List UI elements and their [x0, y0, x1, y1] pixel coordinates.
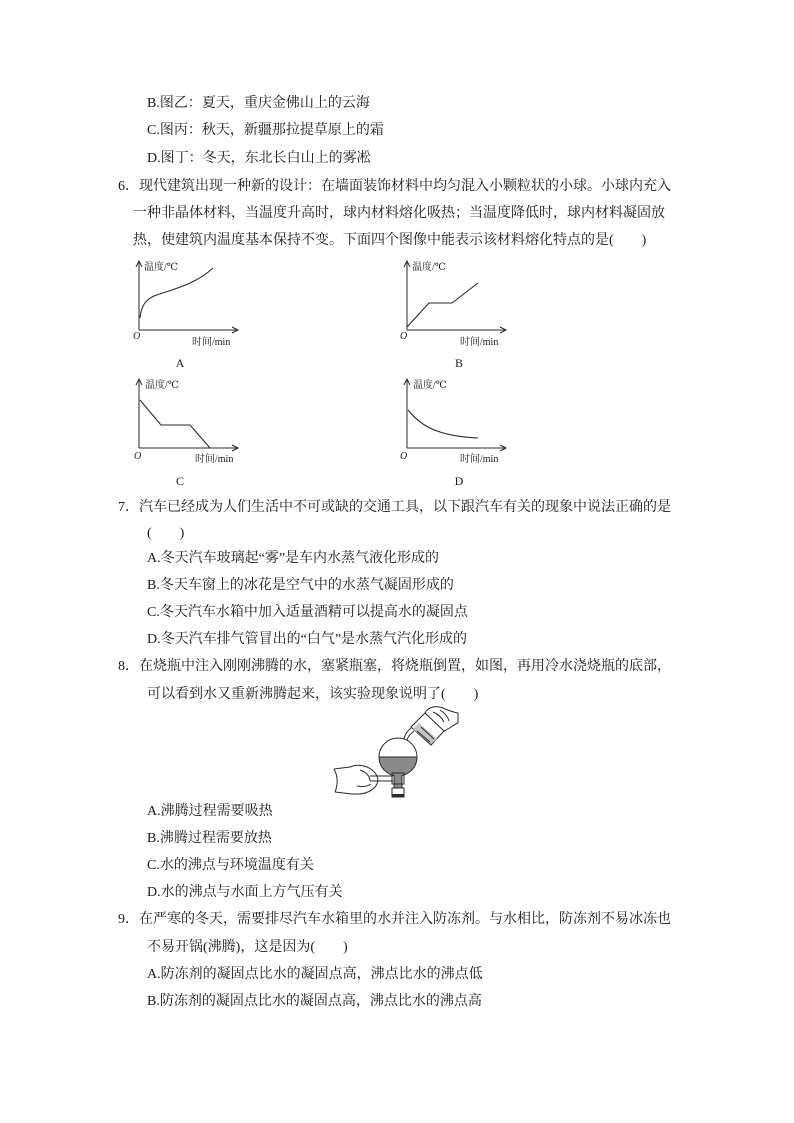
origin-label: O	[400, 451, 408, 462]
temperature-curve	[140, 400, 210, 448]
graph-option-label: D	[454, 474, 464, 488]
q9-number: 9．	[118, 912, 139, 927]
y-axis-label: 温度/℃	[145, 380, 179, 391]
water-stream	[404, 728, 411, 739]
left-hand-thumb	[357, 784, 371, 787]
q9-option-b: B.防冻剂的凝固点比水的凝固点高，沸点比水的沸点高	[147, 994, 482, 1009]
x-axis-label: 时间/min	[460, 454, 499, 465]
q9-option-a: A.防冻剂的凝固点比水的凝固点高，沸点比水的沸点低	[147, 967, 483, 982]
x-axis-label: 时间/min	[192, 337, 231, 348]
q7-number: 7．	[118, 500, 139, 515]
right-hand-finger-2	[440, 710, 449, 721]
clamp-handle	[370, 776, 393, 781]
q7-option-a: A.冬天汽车玻璃起“雾”是车内水蒸气液化形成的	[147, 551, 440, 566]
q5-option-d: D.图丁：冬天，东北长白山上的雾凇	[147, 151, 371, 166]
y-axis-label: 温度/℃	[412, 262, 446, 273]
x-axis-label: 时间/min	[195, 454, 234, 465]
q9-stem-text-1: 在严寒的冬天，需要排尽汽车水箱里的水并注入防冻剂。与水相比，防冻剂不易冰冻也	[139, 912, 671, 927]
q6-stem-line-3: 热，使建筑内温度基本保持不变。下面四个图像中能表示该材料熔化特点的是( )	[133, 233, 647, 248]
q7-option-b: B.冬天车窗上的冰花是空气中的水蒸气凝固形成的	[147, 578, 454, 593]
q5-option-b: B.图乙：夏天，重庆金佛山上的云海	[147, 96, 370, 111]
q6-number: 6．	[118, 179, 139, 194]
q8-option-c: C.水的沸点与环境温度有关	[147, 858, 314, 873]
q8-option-b: B.沸腾过程需要放热	[147, 831, 272, 846]
graph-option-label: C	[175, 474, 185, 488]
q8-number: 8．	[118, 659, 139, 674]
y-axis-label: 温度/℃	[413, 380, 447, 391]
graph-b	[400, 260, 506, 370]
water-stream-2	[407, 731, 414, 740]
q6-stem-text-1: 现代建筑出现一种新的设计：在墙面装饰材料中均匀混入小颗粒状的小球。小球内充入	[139, 179, 671, 194]
q5-option-c: C.图丙：秋天，新疆那拉提草原上的霜	[147, 123, 384, 138]
left-sleeve-top	[334, 767, 350, 769]
left-sleeve	[334, 769, 337, 792]
q6-stem-line-2: 一种非晶体材料，当温度升高时，球内材料熔化吸热；当温度降低时，球内材料凝固放	[133, 206, 665, 221]
temperature-curve	[408, 410, 478, 438]
right-hand-lower	[444, 723, 458, 731]
graph-c	[134, 378, 238, 488]
temperature-curve	[140, 268, 213, 318]
origin-label: O	[134, 451, 142, 462]
q8-option-d: D.水的沸点与水面上方气压有关	[147, 885, 343, 900]
cup-water	[413, 723, 437, 744]
right-hand-finger-1	[433, 712, 444, 722]
graph-option-label: B	[454, 356, 464, 370]
flask-experiment-illustration	[334, 707, 458, 797]
x-axis-label: 时间/min	[460, 337, 499, 348]
temperature-curve	[407, 283, 478, 327]
q7-stem-text-1: 汽车已经成为人们生活中不可或缺的交通工具，以下跟汽车有关的现象中说法正确的是	[139, 500, 671, 515]
right-hand	[425, 707, 458, 713]
left-hand-finger	[360, 770, 370, 781]
y-axis-label: 温度/℃	[144, 262, 178, 273]
q7-answer-blank: ( )	[147, 526, 185, 541]
q9-stem-line-2: 不易开锅(沸腾)，这是因为( )	[147, 940, 348, 955]
q8-stem-text-1: 在烧瓶中注入刚刚沸腾的水，塞紧瓶塞，将烧瓶倒置，如图，再用冷水浇烧瓶的底部，	[139, 659, 671, 674]
flask-neck	[394, 775, 402, 788]
origin-label: O	[133, 331, 141, 342]
left-sleeve-bottom	[335, 792, 352, 794]
q8-option-a: A.沸腾过程需要吸热	[147, 804, 273, 819]
flask-stopper-base	[392, 794, 404, 797]
left-hand	[350, 765, 378, 794]
q8-stem-line-2: 可以看到水又重新沸腾起来，该实验现象说明了( )	[147, 687, 479, 702]
graph-d	[400, 378, 506, 488]
graph-a	[133, 260, 238, 370]
q7-option-d: D.冬天汽车排气管冒出的“白气”是水蒸气汽化形成的	[147, 632, 468, 647]
q7-option-c: C.冬天汽车水箱中加入适量酒精可以提高水的凝固点	[147, 605, 468, 620]
graph-option-label: A	[175, 356, 185, 370]
origin-label: O	[400, 331, 408, 342]
